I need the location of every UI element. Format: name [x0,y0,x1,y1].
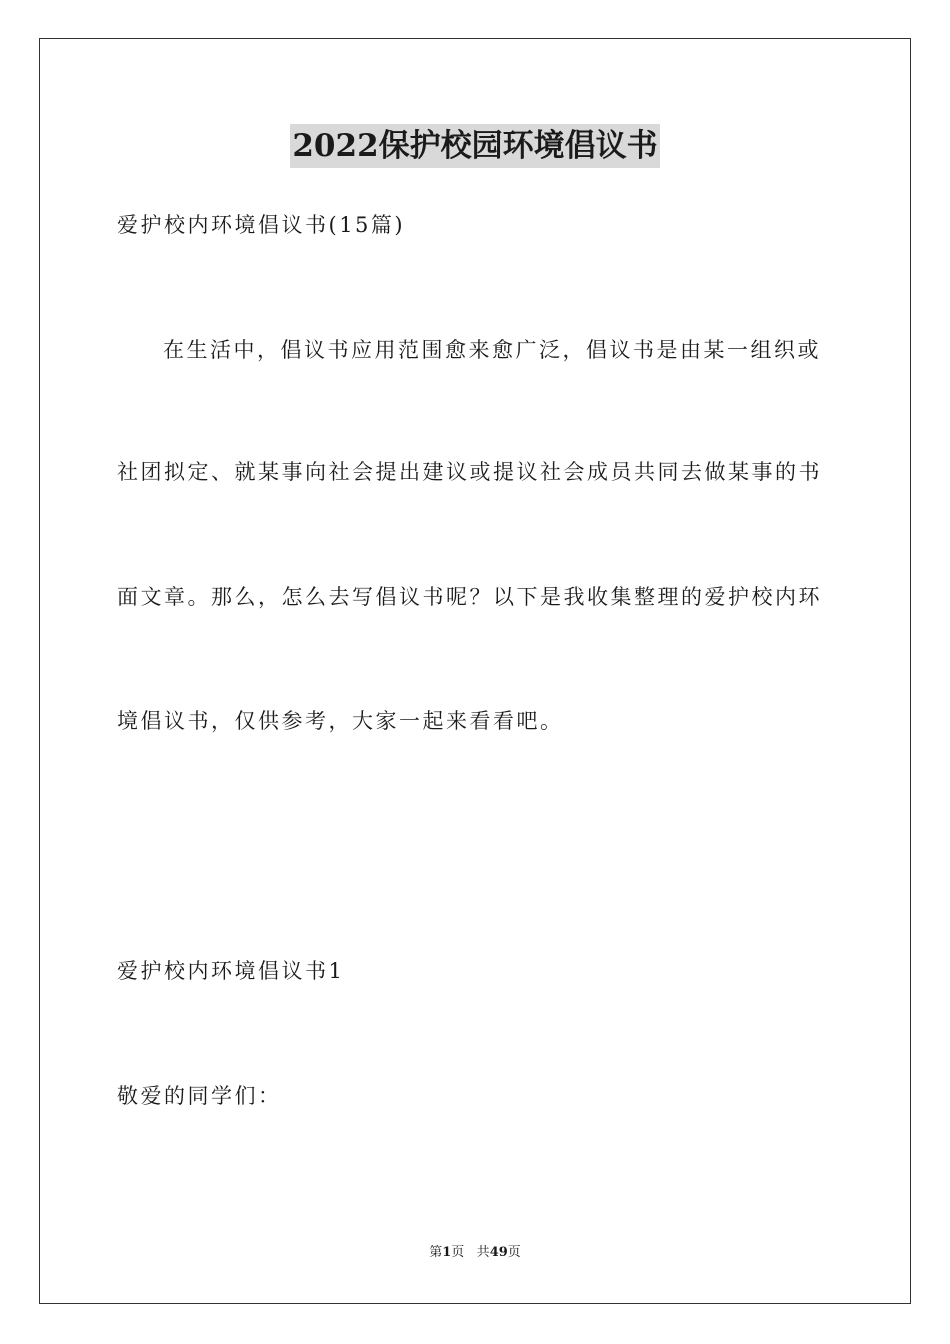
footer-page-suffix: 页 [451,1245,465,1260]
footer-total-suffix: 页 [507,1245,521,1260]
intro-line-2: 社团拟定、就某事向社会提出建议或提议社会成员共同去做某事的书 [117,460,822,484]
intro-line-3: 面文章。那么，怎么去写倡议书呢？以下是我收集整理的爱护校内环 [117,585,822,609]
footer-total-prefix: 共 [476,1245,490,1260]
document-title: 2022保护校园环境倡议书 [290,124,659,168]
salutation: 敬爱的同学们： [117,1084,282,1108]
intro-line-1: 在生活中，倡议书应用范围愈来愈广泛，倡议书是由某一组织或 [163,338,821,362]
page-footer [0,1244,950,1262]
intro-line-4: 境倡议书，仅供参考，大家一起来看看吧。 [117,709,564,733]
footer-page-prefix: 第 [429,1245,443,1260]
footer-page-number: 1 [442,1245,452,1260]
document-subtitle: 爱护校内环境倡议书(15篇) [117,213,406,237]
title-container [0,124,950,168]
footer-total-pages: 49 [489,1245,508,1260]
section-heading: 爱护校内环境倡议书1 [117,959,345,983]
